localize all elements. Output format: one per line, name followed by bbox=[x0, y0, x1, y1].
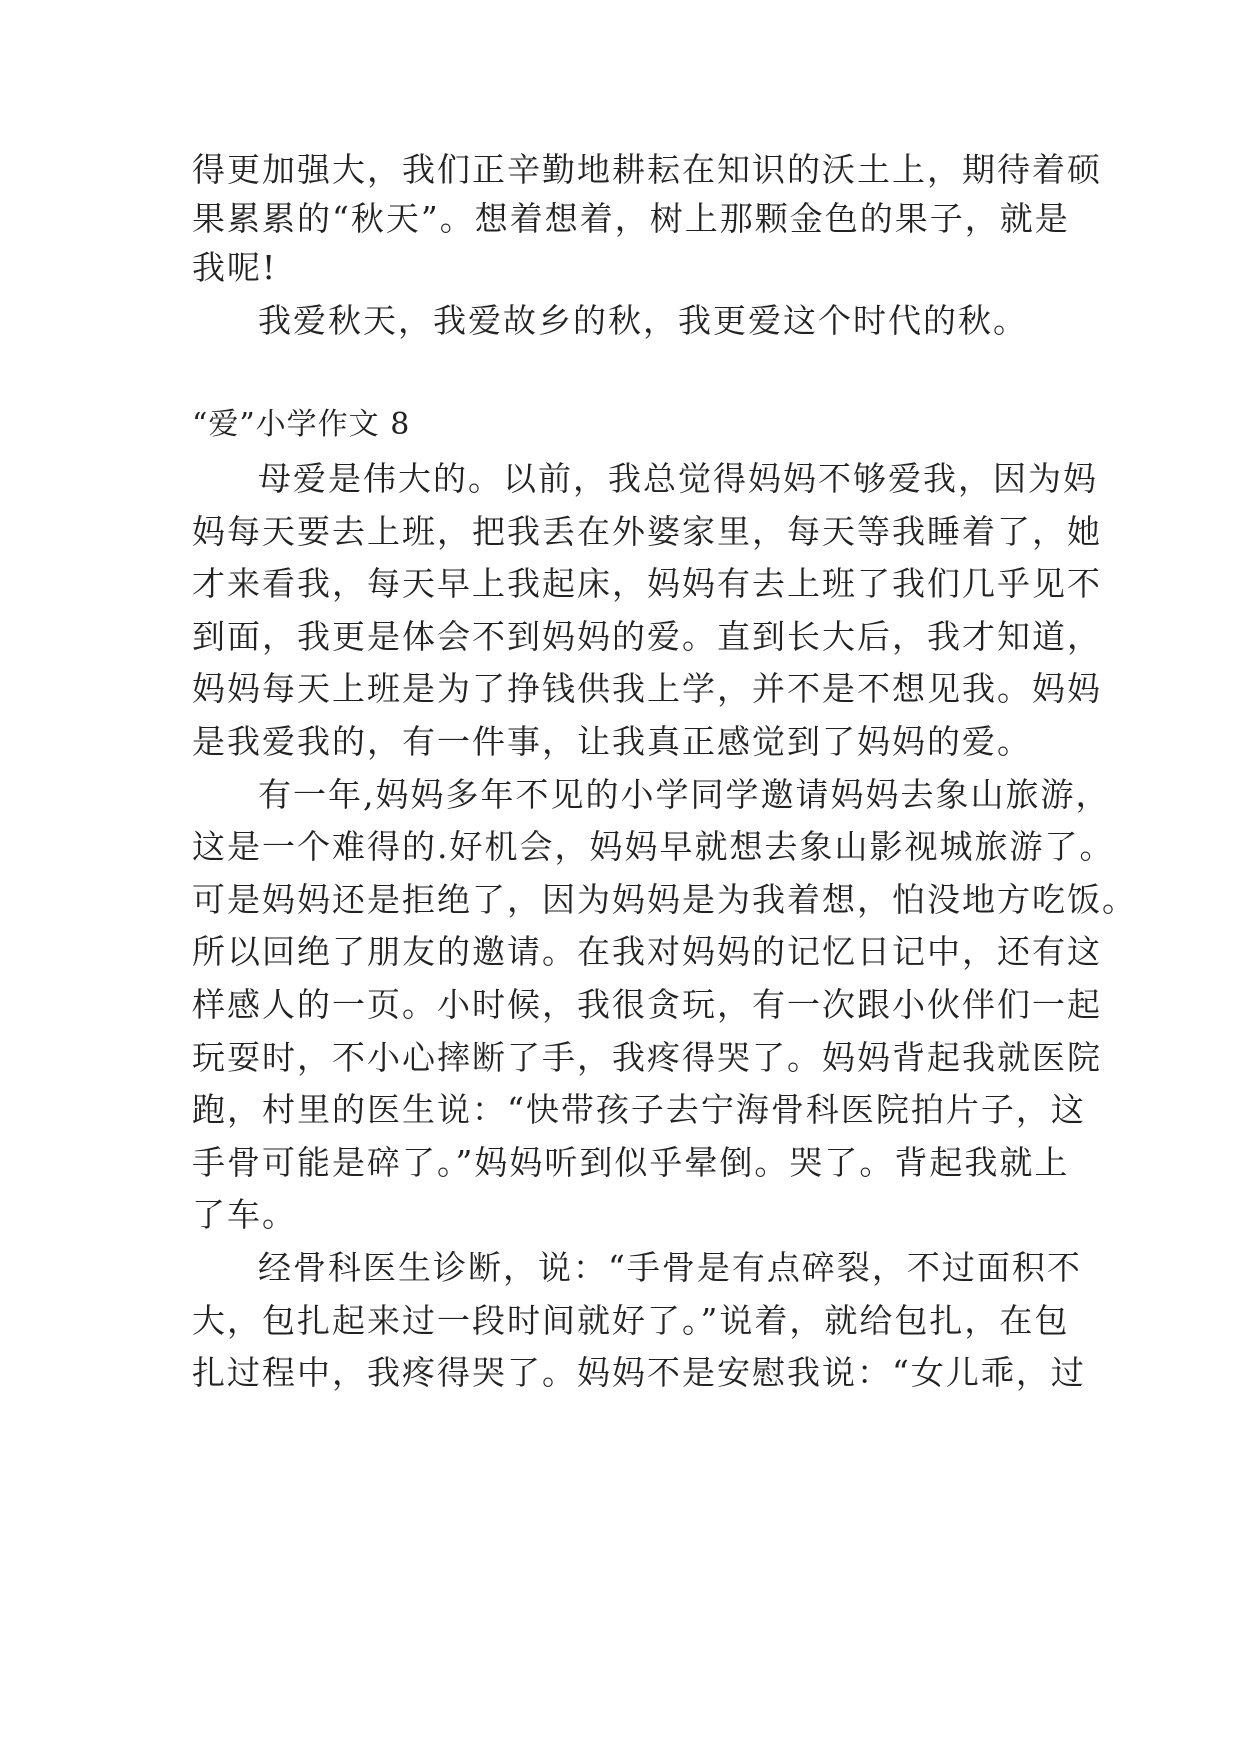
paragraph-line: 妈妈每天上班是为了挣钱供我上学，并不是不想见我。妈妈 bbox=[192, 669, 1102, 708]
text-line: 果累累的“秋天”。想着想着，树上那颗金色的果子，就是 bbox=[192, 199, 1070, 238]
paragraph-line: 到面，我更是体会不到妈妈的爱。直到长大后，我才知道， bbox=[192, 617, 1102, 656]
paragraph-line: 大，包扎起来过一段时间就好了。”说着，就给包扎，在包 bbox=[192, 1301, 1070, 1340]
paragraph-line: 才来看我，每天早上我起床，妈妈有去上班了我们几乎见不 bbox=[192, 564, 1102, 603]
paragraph-line: 有一年,妈妈多年不见的小学同学邀请妈妈去象山旅游， bbox=[258, 775, 1111, 814]
paragraph-line: 玩耍时，不小心摔断了手，我疼得哭了。妈妈背起我就医院 bbox=[192, 1038, 1102, 1077]
paragraph-line: 是我爱我的，有一件事，让我真正感觉到了妈妈的爱。 bbox=[192, 722, 1032, 761]
paragraph-line: 母爱是伟大的。以前，我总觉得妈妈不够爱我，因为妈 bbox=[258, 459, 1098, 498]
text-line: 我呢! bbox=[192, 248, 278, 287]
paragraph-line: 手骨可能是碎了。”妈妈听到似乎晕倒。哭了。背起我就上 bbox=[192, 1143, 1070, 1182]
paragraph-line: 妈每天要去上班，把我丢在外婆家里，每天等我睡着了，她 bbox=[192, 512, 1102, 551]
paragraph-line: 扎过程中，我疼得哭了。妈妈不是安慰我说：“女儿乖，过 bbox=[192, 1353, 1086, 1392]
paragraph-line: 可是妈妈还是拒绝了，因为妈妈是为我着想，怕没地方吃饭。 bbox=[192, 880, 1137, 919]
text-line: 得更加强大，我们正辛勤地耕耘在知识的沃土上，期待着硕 bbox=[192, 150, 1102, 189]
paragraph-line: 跑，村里的医生说：“快带孩子去宁海骨科医院拍片子，这 bbox=[192, 1090, 1086, 1129]
paragraph-line: 了车。 bbox=[192, 1195, 297, 1234]
text-line: 我爱秋天，我爱故乡的秋，我更爱这个时代的秋。 bbox=[258, 301, 1028, 340]
paragraph-line: 经骨科医生诊断，说：“手骨是有点碎裂，不过面积不 bbox=[258, 1248, 1082, 1287]
paragraph-line: 样感人的一页。小时候，我很贪玩，有一次跟小伙伴们一起 bbox=[192, 985, 1102, 1024]
paragraph-line: 所以回绝了朋友的邀请。在我对妈妈的记忆日记中，还有这 bbox=[192, 932, 1102, 971]
section-title: “爱”小学作文 8 bbox=[192, 407, 411, 442]
paragraph-line: 这是一个难得的.好机会，妈妈早就想去象山影视城旅游了。 bbox=[192, 827, 1115, 866]
